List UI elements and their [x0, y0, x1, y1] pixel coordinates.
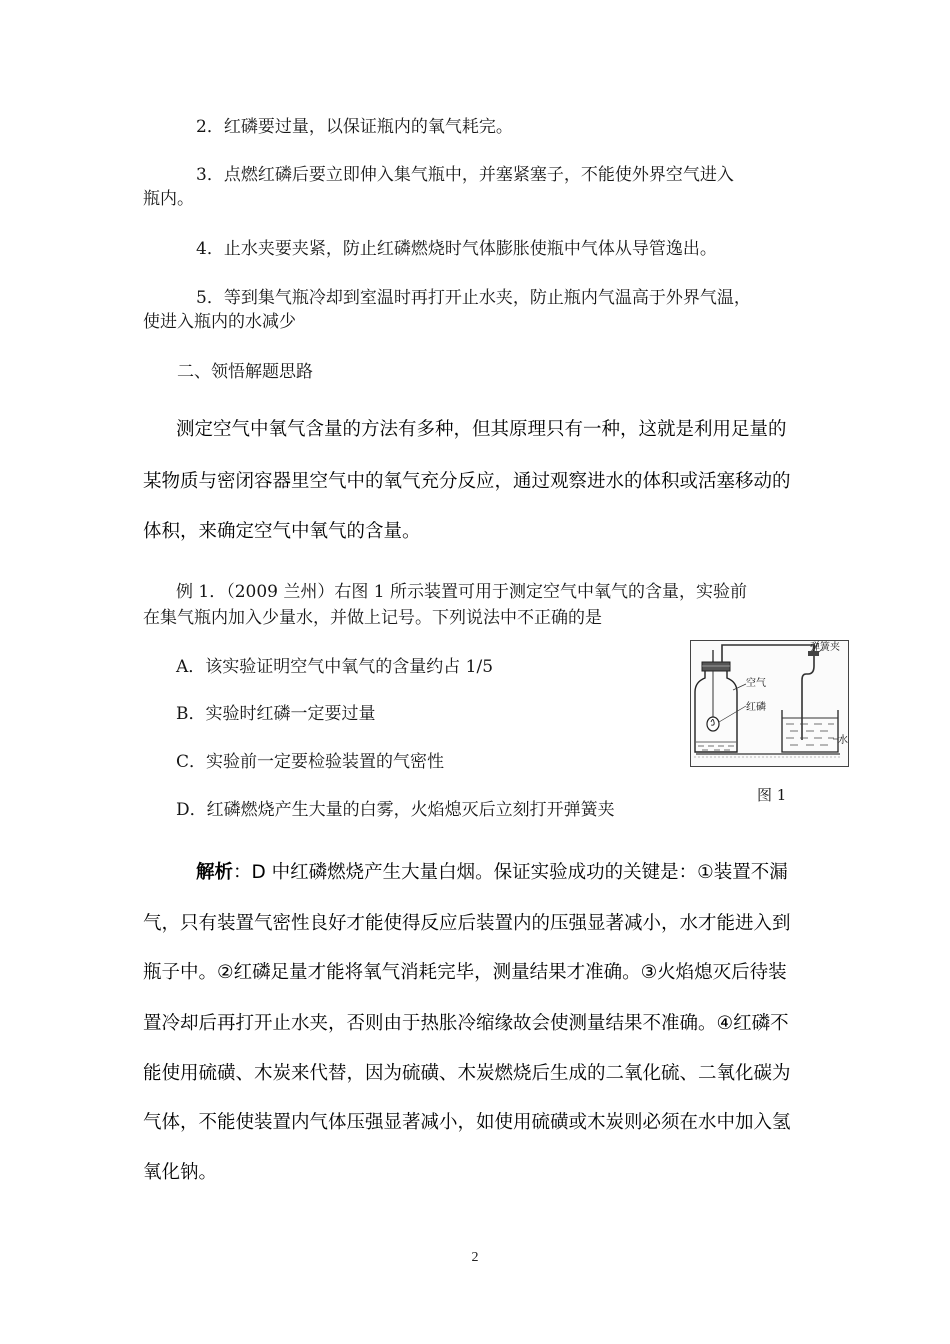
air-label: 空气 [746, 678, 766, 689]
section-heading: 二、领悟解题思路 [177, 362, 313, 382]
paragraph-item-5-line-1: 5．等到集气瓶冷却到室温时再打开止水夹，防止瓶内气温高于外界气温， [196, 288, 751, 308]
option-c: C．实验前一定要检验装置的气密性 [176, 752, 445, 772]
paragraph-item-2: 2．红磷要过量，以保证瓶内的氧气耗完。 [196, 117, 513, 137]
phosphorus-label: 红磷 [746, 702, 766, 713]
analysis-line-3: 瓶子中。②红磷足量才能将氧气消耗完毕，测量结果才准确。③火焰熄灭后待装 [143, 962, 787, 983]
principle-line-3: 体积，来确定空气中氧气的含量。 [143, 521, 421, 542]
option-d: D．红磷燃烧产生大量的白雾，火焰熄灭后立刻打开弹簧夹 [176, 800, 615, 820]
analysis-line-7: 氧化钠。 [143, 1162, 218, 1183]
paragraph-item-3-line-2: 瓶内。 [143, 189, 194, 209]
analysis-text-1: ：D 中红磷燃烧产生大量白烟。保证实验成功的关键是：①装置不漏 [233, 862, 788, 883]
apparatus-figure [690, 640, 852, 770]
analysis-line-1 [196, 858, 788, 884]
analysis-line-2: 气，只有装置气密性良好才能使得反应后装置内的压强显著减小，水才能进入到 [143, 913, 791, 934]
water-label: 水 [838, 735, 848, 746]
paragraph-item-4: 4．止水夹要夹紧，防止红磷燃烧时气体膨胀使瓶中气体从导管逸出。 [196, 239, 717, 259]
figure-caption: 图 1 [757, 786, 787, 804]
analysis-line-5: 能使用硫磺、木炭来代替，因为硫磺、木炭燃烧后生成的二氧化硫、二氧化碳为 [143, 1063, 791, 1084]
clip-label: 弹簧夹 [810, 642, 840, 653]
page-number: 2 [471, 1250, 479, 1265]
example-line-1: 例 1．（2009 兰州）右图 1 所示装置可用于测定空气中氧气的含量，实验前 [176, 582, 748, 602]
principle-line-1: 测定空气中氧气含量的方法有多种，但其原理只有一种，这就是利用足量的 [176, 419, 787, 440]
paragraph-item-5-line-2: 使进入瓶内的水减少 [143, 312, 296, 332]
analysis-label: 解析 [196, 862, 234, 883]
example-line-2: 在集气瓶内加入少量水，并做上记号。下列说法中不正确的是 [143, 608, 602, 628]
analysis-line-6: 气体，不能使装置内气体压强显著减小，如使用硫磺或木炭则必须在水中加入氢 [143, 1112, 791, 1133]
option-b: B．实验时红磷一定要过量 [176, 704, 376, 724]
paragraph-item-3-line-1: 3．点燃红磷后要立即伸入集气瓶中，并塞紧塞子，不能使外界空气进入 [196, 165, 734, 185]
analysis-line-4: 置冷却后再打开止水夹，否则由于热胀冷缩缘故会使测量结果不准确。④红磷不 [143, 1013, 789, 1034]
principle-line-2: 某物质与密闭容器里空气中的氧气充分反应，通过观察进水的体积或活塞移动的 [143, 471, 791, 492]
option-a: A．该实验证明空气中氧气的含量约占 1/5 [176, 657, 494, 677]
